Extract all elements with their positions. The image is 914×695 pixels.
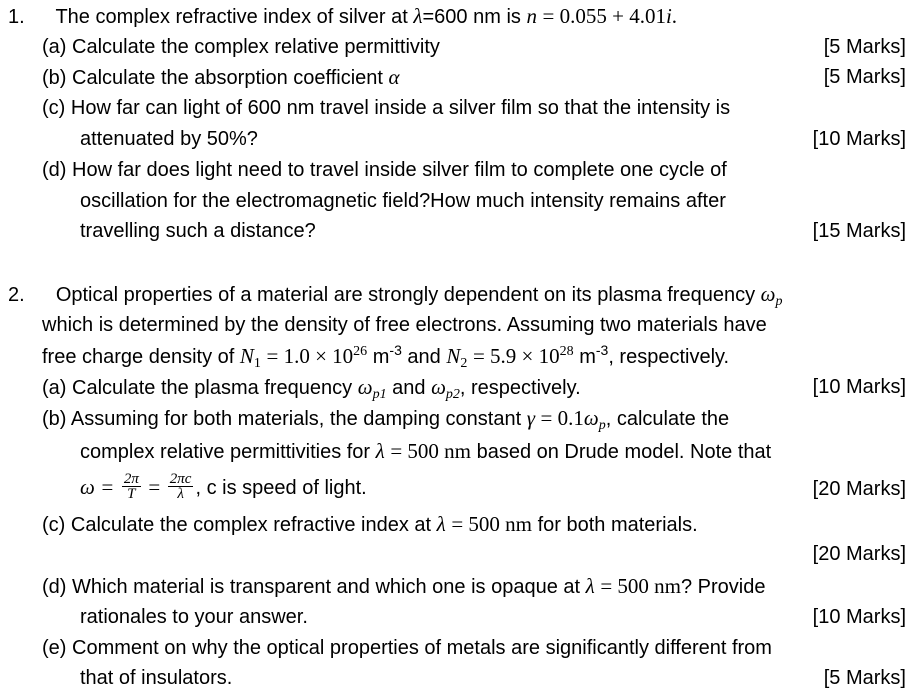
marks: [20 Marks]	[812, 478, 906, 500]
part-label: (d)	[42, 159, 67, 181]
part-label: (e)	[42, 637, 67, 659]
marks: [20 Marks]	[812, 543, 906, 565]
part-label: (a)	[42, 36, 67, 58]
marks: [5 Marks]	[823, 667, 906, 689]
marks: [10 Marks]	[812, 606, 906, 628]
question-2-stem: 2. Optical properties of a material are strongly dependent on its plasma frequency $\omega_p$	[8, 282, 783, 309]
question-2c: (c) Calculate the complex refractive index at λ = 500 nm for both materials.	[42, 512, 698, 536]
question-number: 1.	[8, 6, 25, 28]
part-label: (c)	[42, 97, 66, 119]
part-label: (d)	[42, 576, 67, 598]
question-1c: (c) How far can light of 600 nm travel inside a silver film so that the intensity is	[42, 97, 731, 119]
question-number: 2.	[8, 284, 25, 306]
part-label: (a)	[42, 377, 67, 399]
marks: [15 Marks]	[812, 220, 906, 242]
question-1-stem: 1. The complex refractive index of silver at λ=600 nm is n = 0.055 + 4.01i.	[8, 4, 678, 28]
question-2d: (d) Which material is transparent and which one is opaque at λ = 500 nm? Provide	[42, 574, 766, 598]
question-2a: (a) Calculate the plasma frequency $\omega_{p1}$ and $\omega_{p2}$, respectively.	[42, 375, 581, 402]
part-label: (b)	[42, 67, 67, 89]
question-2b-cont: complex relative permittivities for λ = 500 nm based on Drude model. Note that	[80, 439, 772, 463]
question-2-stem-cont: which is determined by the density of free electrons. Assuming two materials have	[42, 314, 767, 336]
question-1d-cont: travelling such a distance?	[80, 220, 316, 242]
marks: [5 Marks]	[823, 66, 906, 88]
marks: [10 Marks]	[812, 128, 906, 150]
question-1b: (b) Calculate the absorption coefficient α	[42, 65, 400, 89]
question-1c-cont: attenuated by 50%?	[80, 128, 258, 150]
question-2e: (e) Comment on why the optical properties of metals are significantly different from	[42, 637, 772, 659]
omega-equation: ω = $\frac{2\pi}{T}$ = $\frac{2\pi c}{\lambda}$ , c is speed of light.	[80, 471, 367, 503]
question-2e-cont: that of insulators.	[80, 667, 233, 689]
question-1d: (d) How far does light need to travel inside silver film to complete one cycle of	[42, 159, 727, 181]
part-label: (c)	[42, 514, 66, 536]
question-2d-cont: rationales to your answer.	[80, 606, 308, 628]
fraction: $\frac{2\pi c}{\lambda}$	[169, 471, 192, 503]
marks: [5 Marks]	[823, 36, 906, 58]
fraction: $\frac{2\pi}{T}$	[123, 471, 139, 503]
question-1a: (a) Calculate the complex relative permittivity	[42, 36, 440, 58]
question-1d-cont: oscillation for the electromagnetic field?How much intensity remains after	[80, 190, 726, 212]
part-label: (b)	[42, 408, 67, 430]
marks: [10 Marks]	[812, 376, 906, 398]
question-2-stem-cont: free charge density of $N_1 = 1.0 \times 10^{26}$ $m^{-3}$ and $N_2 = 5.9 \times 10^{28}$ $m^{-3}$, respectively.	[42, 342, 730, 371]
question-2b: (b) Assuming for both materials, the damping constant $\gamma = 0.1\omega_p$, calculate the	[42, 406, 730, 433]
